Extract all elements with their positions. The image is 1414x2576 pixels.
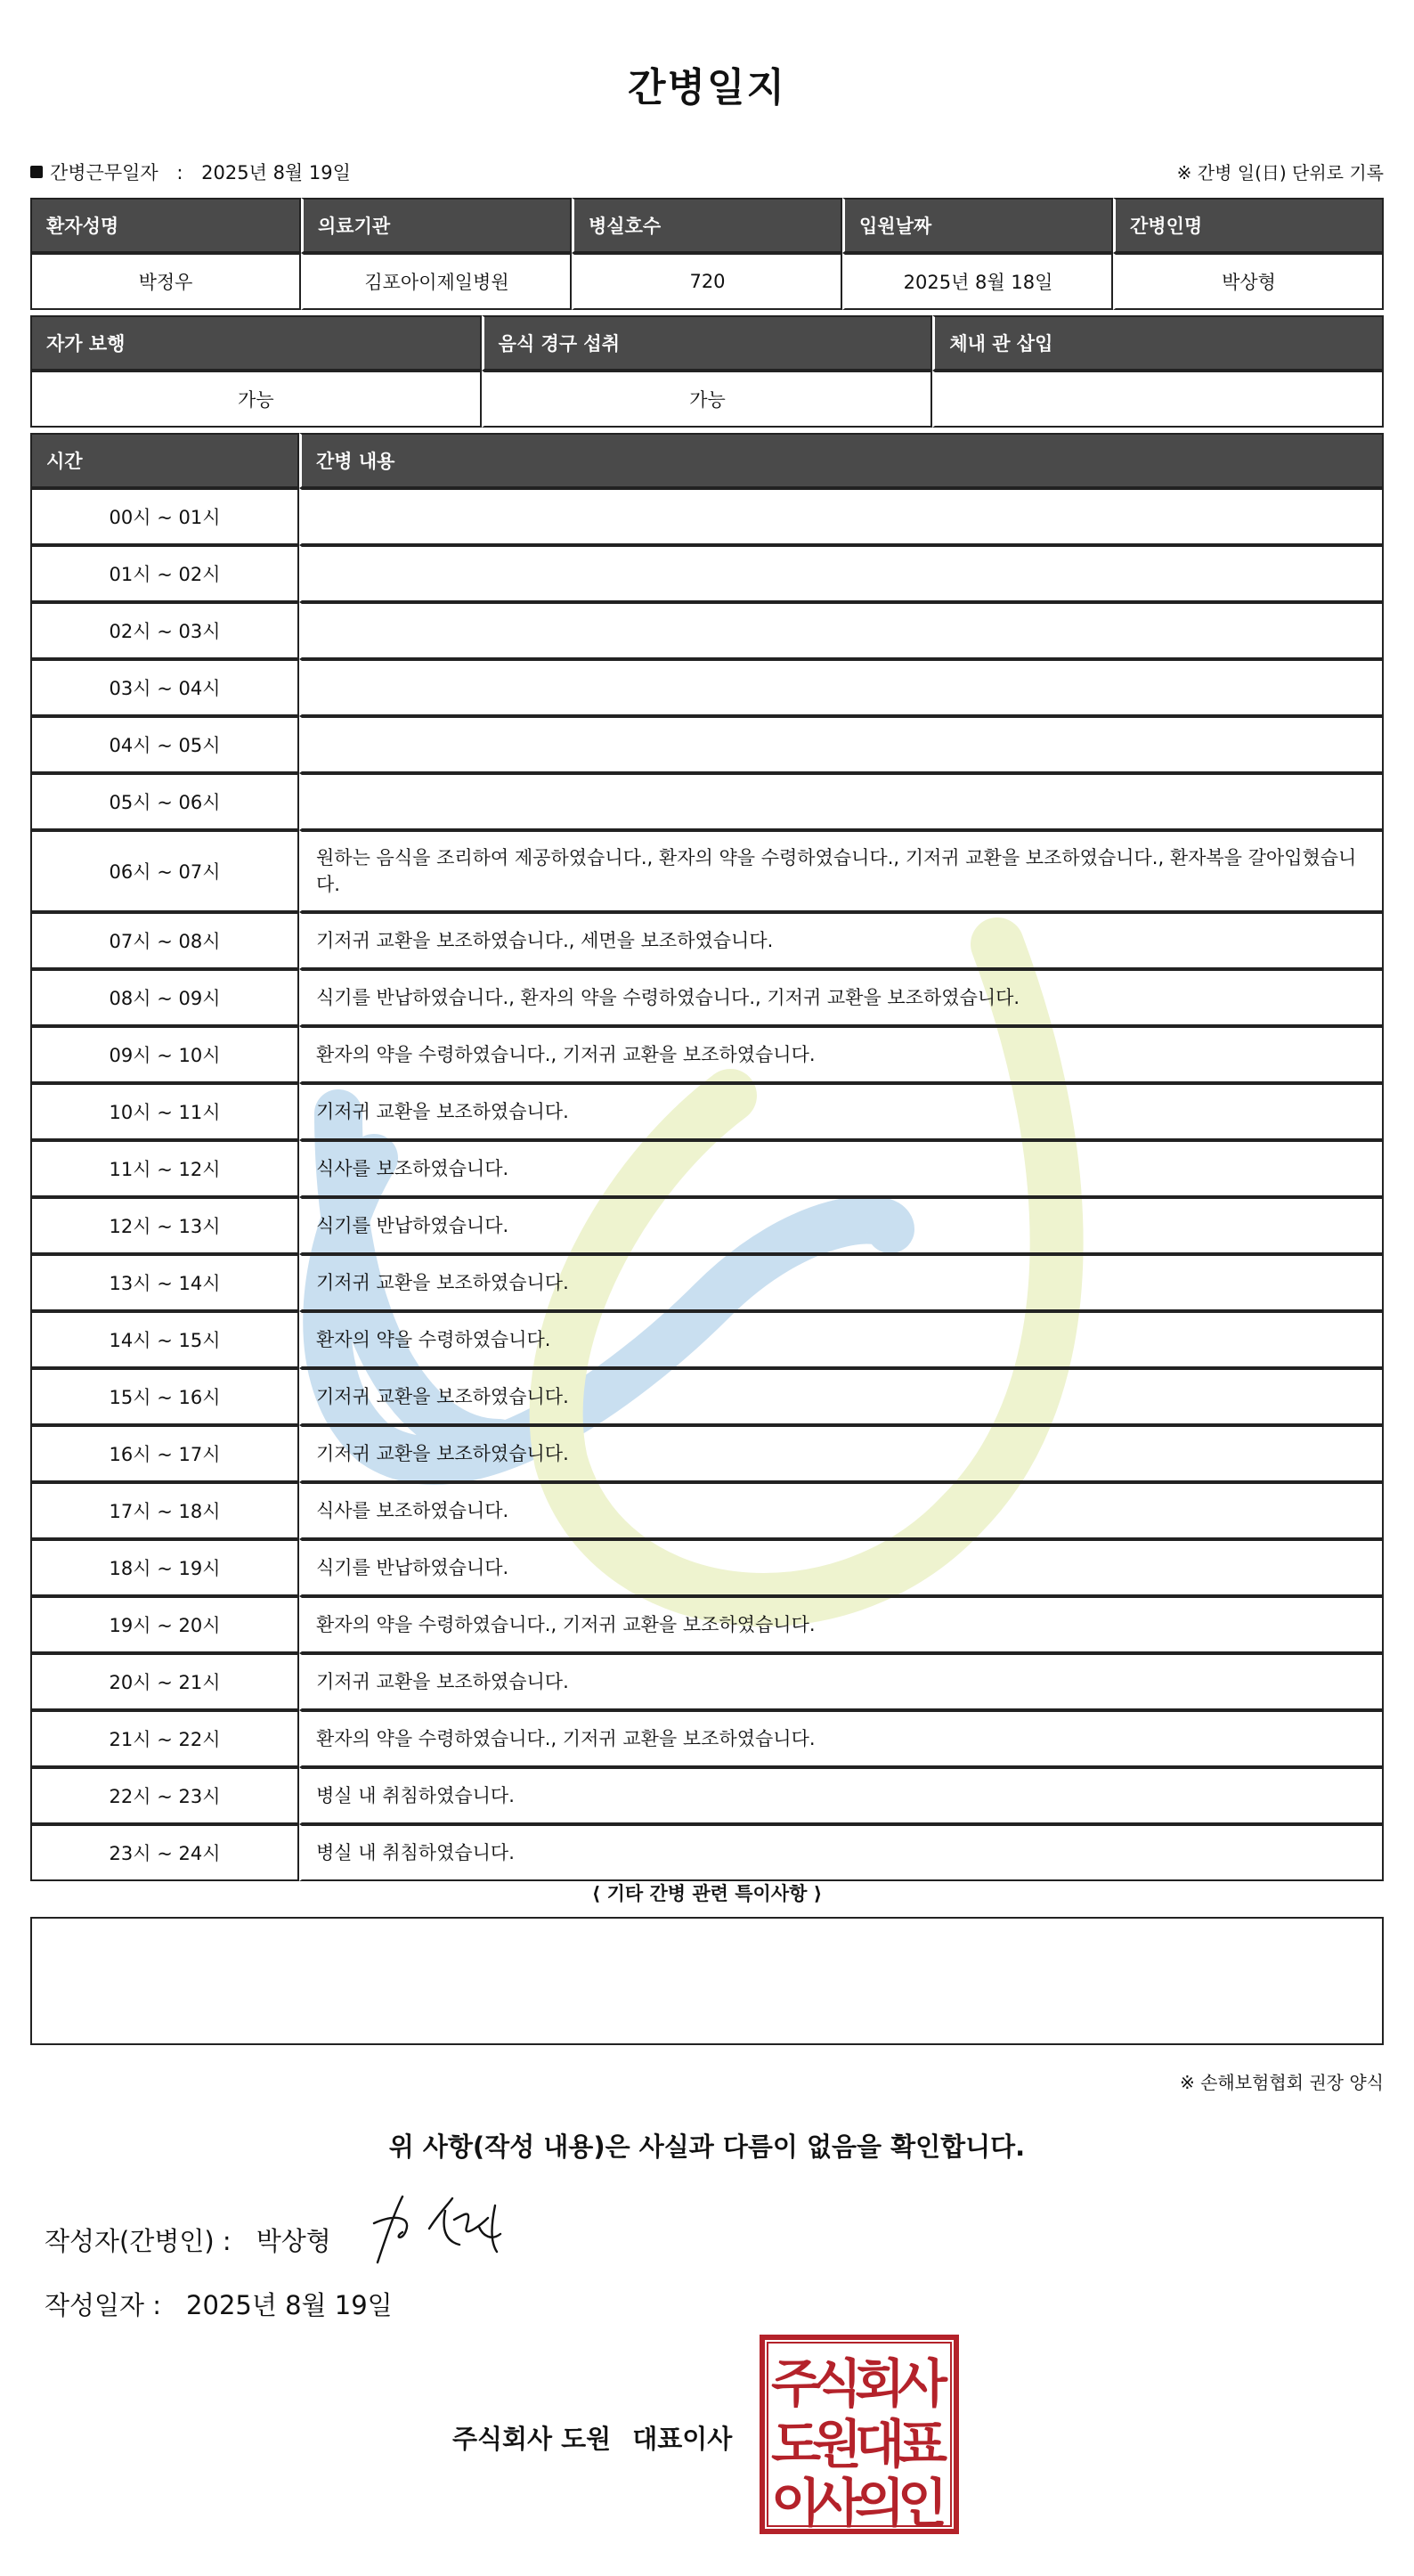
- log-row: [30, 1197, 1384, 1254]
- header-patient-name: 환자성명: [30, 198, 301, 253]
- caregiver-name: 박상형: [1113, 253, 1384, 310]
- log-row: [30, 1596, 1384, 1653]
- status-value-row: [30, 371, 1384, 428]
- log-content: 식기를 반납하였습니다.: [299, 1539, 1384, 1596]
- patient-info-table: [30, 198, 1384, 310]
- work-date-label: 간병근무일자: [50, 162, 158, 183]
- svg-text:도: 도: [770, 2414, 822, 2474]
- written-date-value: 2025년 8월 19일: [186, 2290, 393, 2320]
- svg-text:의: 의: [854, 2473, 906, 2533]
- log-time: 13시 ~ 14시: [30, 1254, 299, 1311]
- log-time: 07시 ~ 08시: [30, 912, 299, 969]
- log-time: 23시 ~ 24시: [30, 1824, 299, 1881]
- company-row: [452, 2419, 732, 2456]
- svg-text:인: 인: [897, 2473, 948, 2533]
- log-time: 08시 ~ 09시: [30, 969, 299, 1026]
- info-header-row: [30, 198, 1384, 253]
- written-date-label: 작성일자 :: [45, 2290, 162, 2320]
- log-header-row: [30, 433, 1384, 488]
- svg-text:대: 대: [854, 2414, 906, 2474]
- svg-text:이: 이: [770, 2473, 822, 2533]
- tube-insertion-value: [932, 371, 1384, 428]
- header-room: 병실호수: [572, 198, 842, 253]
- log-row: [30, 545, 1384, 602]
- company-name: 주식회사 도원: [452, 2424, 612, 2454]
- log-time: 10시 ~ 11시: [30, 1083, 299, 1140]
- svg-text:원: 원: [811, 2414, 863, 2474]
- svg-text:사: 사: [811, 2473, 863, 2533]
- log-row: [30, 912, 1384, 969]
- unit-note: ※ 간병 일(日) 단위로 기록: [1176, 162, 1384, 183]
- log-row: [30, 1140, 1384, 1197]
- log-content: 원하는 음식을 조리하여 제공하였습니다., 환자의 약을 수령하였습니다., 기저귀 교환을 보조하였습니다., 환자복을 갈아입혔습니다.: [299, 830, 1384, 912]
- company-seal-stamp: [759, 2334, 960, 2535]
- work-date-value: 2025년 8월 19일: [201, 162, 351, 183]
- log-time: 21시 ~ 22시: [30, 1710, 299, 1767]
- log-content: 환자의 약을 수령하였습니다., 기저귀 교환을 보조하였습니다.: [299, 1710, 1384, 1767]
- status-header-row: [30, 315, 1384, 371]
- log-content: [299, 545, 1384, 602]
- log-row: [30, 1482, 1384, 1539]
- writer-name: 박상형: [256, 2226, 331, 2256]
- log-content: 식사를 보조하였습니다.: [299, 1140, 1384, 1197]
- log-content: [299, 602, 1384, 659]
- institution: 김포아이제일병원: [301, 253, 572, 310]
- log-time: 17시 ~ 18시: [30, 1482, 299, 1539]
- header-time: 시간: [30, 433, 299, 488]
- log-row: [30, 1425, 1384, 1482]
- log-row: [30, 659, 1384, 716]
- log-time: 09시 ~ 10시: [30, 1026, 299, 1083]
- admission-date: 2025년 8월 18일: [842, 253, 1113, 310]
- info-value-row: [30, 253, 1384, 310]
- company-representative-title: 대표이사: [632, 2424, 733, 2454]
- bullet-icon: [30, 166, 43, 178]
- log-time: 04시 ~ 05시: [30, 716, 299, 773]
- work-date-sep: :: [176, 162, 183, 183]
- log-time: 22시 ~ 23시: [30, 1767, 299, 1824]
- svg-text:회: 회: [854, 2353, 906, 2414]
- log-time: 12시 ~ 13시: [30, 1197, 299, 1254]
- log-row: [30, 602, 1384, 659]
- log-row: [30, 1254, 1384, 1311]
- writer-row: [45, 2221, 331, 2258]
- log-time: 03시 ~ 04시: [30, 659, 299, 716]
- log-content: 기저귀 교환을 보조하였습니다.: [299, 1653, 1384, 1710]
- log-time: 16시 ~ 17시: [30, 1425, 299, 1482]
- log-time: 18시 ~ 19시: [30, 1539, 299, 1596]
- log-time: 02시 ~ 03시: [30, 602, 299, 659]
- log-time: 05시 ~ 06시: [30, 773, 299, 830]
- patient-status-table: [30, 315, 1384, 428]
- log-content: 기저귀 교환을 보조하였습니다.: [299, 1083, 1384, 1140]
- care-log-table: [30, 433, 1384, 1881]
- log-content: [299, 488, 1384, 545]
- log-row: [30, 1368, 1384, 1425]
- log-row: [30, 1710, 1384, 1767]
- notes-title: ⟨ 기타 간병 관련 특이사항 ⟩: [591, 1883, 823, 1904]
- log-content: 병실 내 취침하였습니다.: [299, 1767, 1384, 1824]
- svg-text:표: 표: [897, 2414, 948, 2474]
- log-row: [30, 969, 1384, 1026]
- confirmation-statement: 위 사항(작성 내용)은 사실과 다름이 없음을 확인합니다.: [388, 2132, 1026, 2162]
- log-time: 20시 ~ 21시: [30, 1653, 299, 1710]
- log-row: [30, 1539, 1384, 1596]
- header-self-walking: 자가 보행: [30, 315, 482, 371]
- header-care-content: 간병 내용: [299, 433, 1384, 488]
- log-content: 환자의 약을 수령하였습니다., 기저귀 교환을 보조하였습니다.: [299, 1026, 1384, 1083]
- log-row: [30, 1824, 1384, 1881]
- log-content: 기저귀 교환을 보조하였습니다.: [299, 1425, 1384, 1482]
- log-content: [299, 773, 1384, 830]
- form-note: ※ 손해보험협회 권장 양식: [1179, 2072, 1384, 2093]
- work-date: [30, 159, 351, 185]
- log-time: 00시 ~ 01시: [30, 488, 299, 545]
- log-row: [30, 773, 1384, 830]
- log-time: 06시 ~ 07시: [30, 830, 299, 912]
- log-row: [30, 1083, 1384, 1140]
- header-oral-intake: 음식 경구 섭취: [482, 315, 933, 371]
- patient-name: 박정우: [30, 253, 301, 310]
- log-time: 19시 ~ 20시: [30, 1596, 299, 1653]
- log-row: [30, 1311, 1384, 1368]
- log-content: 기저귀 교환을 보조하였습니다.: [299, 1368, 1384, 1425]
- log-content: 병실 내 취침하였습니다.: [299, 1824, 1384, 1881]
- log-row: [30, 1767, 1384, 1824]
- document-title: 간병일지: [627, 65, 786, 110]
- notes-box: [30, 1917, 1384, 2045]
- log-content: [299, 659, 1384, 716]
- oral-intake-value: 가능: [482, 371, 933, 428]
- svg-text:식: 식: [811, 2353, 863, 2414]
- log-time: 11시 ~ 12시: [30, 1140, 299, 1197]
- svg-text:사: 사: [897, 2353, 948, 2414]
- log-row: [30, 830, 1384, 912]
- log-time: 14시 ~ 15시: [30, 1311, 299, 1368]
- log-row: [30, 1026, 1384, 1083]
- log-row: [30, 1653, 1384, 1710]
- room-number: 720: [572, 253, 842, 310]
- log-row: [30, 488, 1384, 545]
- log-row: [30, 716, 1384, 773]
- signature-image: [367, 2188, 527, 2268]
- written-date-row: [45, 2286, 393, 2322]
- log-content: 기저귀 교환을 보조하였습니다., 세면을 보조하였습니다.: [299, 912, 1384, 969]
- writer-label: 작성자(간병인) :: [45, 2226, 232, 2256]
- header-admission-date: 입원날짜: [842, 198, 1113, 253]
- log-content: [299, 716, 1384, 773]
- log-time: 15시 ~ 16시: [30, 1368, 299, 1425]
- log-time: 01시 ~ 02시: [30, 545, 299, 602]
- svg-text:주: 주: [770, 2353, 822, 2414]
- log-content: 식사를 보조하였습니다.: [299, 1482, 1384, 1539]
- log-content: 환자의 약을 수령하였습니다.: [299, 1311, 1384, 1368]
- log-content: 기저귀 교환을 보조하였습니다.: [299, 1254, 1384, 1311]
- header-institution: 의료기관: [301, 198, 572, 253]
- log-content: 식기를 반납하였습니다., 환자의 약을 수령하였습니다., 기저귀 교환을 보조하였습니다.: [299, 969, 1384, 1026]
- log-content: 식기를 반납하였습니다.: [299, 1197, 1384, 1254]
- header-tube-insertion: 체내 관 삽입: [932, 315, 1384, 371]
- self-walking-value: 가능: [30, 371, 482, 428]
- header-caregiver-name: 간병인명: [1113, 198, 1384, 253]
- log-content: 환자의 약을 수령하였습니다., 기저귀 교환을 보조하였습니다.: [299, 1596, 1384, 1653]
- meta-row: [30, 155, 1384, 185]
